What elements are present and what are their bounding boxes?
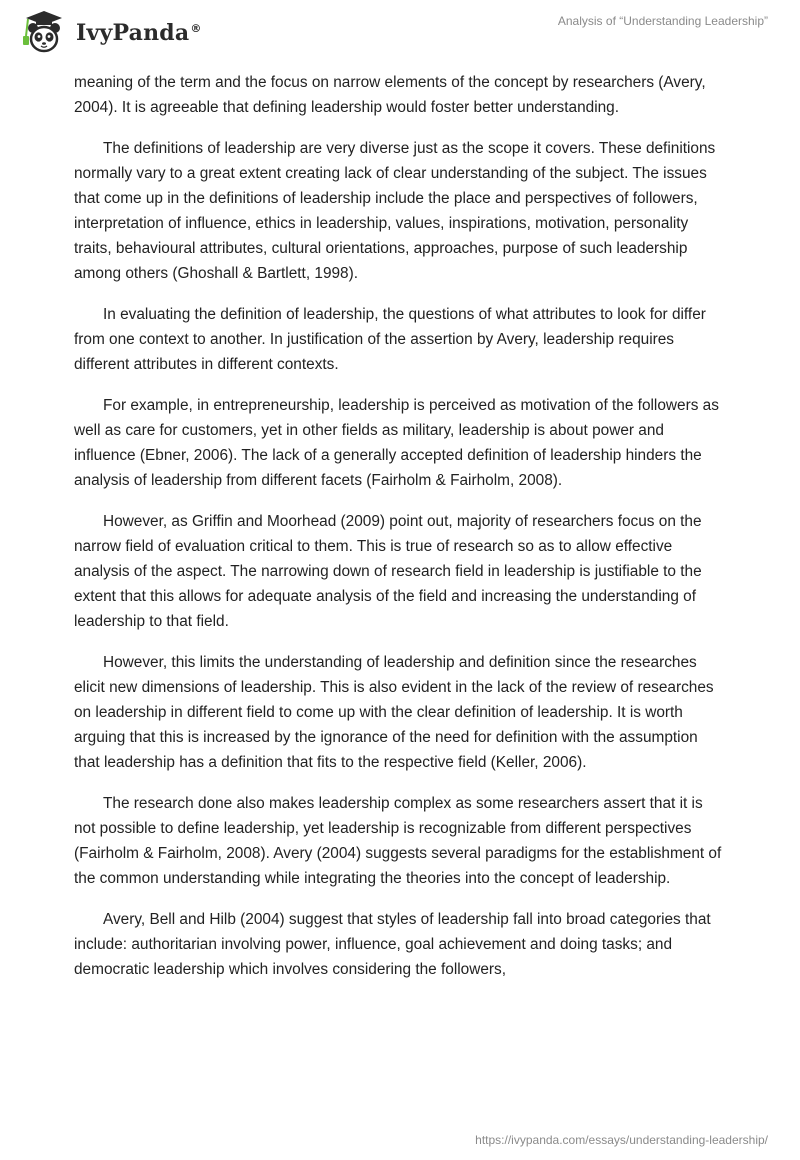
brand-name bbox=[76, 20, 202, 46]
paragraph: Avery, Bell and Hilb (2004) suggest that styles of leadership fall into broad categories that include: authoritarian involving power, influence, goal achievement and doing tasks; and democratic leadership which involves considering the followers, bbox=[74, 911, 711, 978]
ivypanda-logo[interactable] bbox=[14, 8, 202, 54]
document-title: Analysis of “Understanding Leadership” bbox=[557, 14, 768, 28]
panda-graduation-cap-icon bbox=[14, 8, 74, 54]
paragraph: meaning of the term and the focus on narrow elements of the concept by researchers (Avery, 2004). It is agreeable that defining leadership would foster better understanding. bbox=[74, 74, 706, 116]
paragraph: For example, in entrepreneurship, leadership is perceived as motivation of the followers as well as care for customers, yet in other fields as military, leadership is about power and influence (Ebner, 2006). The lack of a generally accepted definition of leadership hinders the analysis of leadership from different facets (Fairholm & Fairholm, 2008). bbox=[74, 397, 719, 489]
source-url[interactable]: https://ivypanda.com/essays/understanding-leadership/ bbox=[475, 1133, 768, 1147]
paragraph: The definitions of leadership are very diverse just as the scope it covers. These definitions normally vary to a great extent creating lack of clear understanding of the subject. The issues that come up in the definitions of leadership include the place and perspectives of followers, interpretation of influence, ethics in leadership, values, inspirations, motivation, personality traits, behavioural attributes, cultural orientations, approaches, purpose of such leadership among others (Ghoshall & Bartlett, 1998). bbox=[74, 140, 716, 282]
paragraph: However, this limits the understanding of leadership and definition since the researches elicit new dimensions of leadership. This is also evident in the lack of the review of researches on leadership in different field to come up with the clear definition of leadership. It is worth arguing that this is increased by the ignorance of the need for definition with the assumption that leadership has a definition that fits to the respective field (Keller, 2006). bbox=[74, 654, 714, 771]
paragraph: In evaluating the definition of leadership, the questions of what attributes to look for differ from one context to another. In justification of the assertion by Avery, leadership requires different attributes in different contexts. bbox=[74, 306, 706, 373]
essay-body bbox=[74, 70, 726, 998]
brand-text: IvyPanda bbox=[76, 20, 190, 46]
page-header bbox=[0, 0, 800, 64]
registered-mark: ® bbox=[190, 21, 202, 35]
paragraph: The research done also makes leadership complex as some researchers assert that it is not possible to define leadership, yet leadership is recognizable from different perspectives (Fairholm & Fairholm, 2008). Avery (2004) suggests several paradigms for the establishment of the common understanding while integrating the theories into the concept of leadership. bbox=[74, 795, 722, 887]
paragraph: However, as Griffin and Moorhead (2009) point out, majority of researchers focus on the narrow field of evaluation critical to them. This is true of research so as to allow effective analysis of the aspect. The narrowing down of research field in leadership is justifiable to the extent that this allows for adequate analysis of the field and increasing the understanding of leadership to that field. bbox=[74, 513, 702, 630]
